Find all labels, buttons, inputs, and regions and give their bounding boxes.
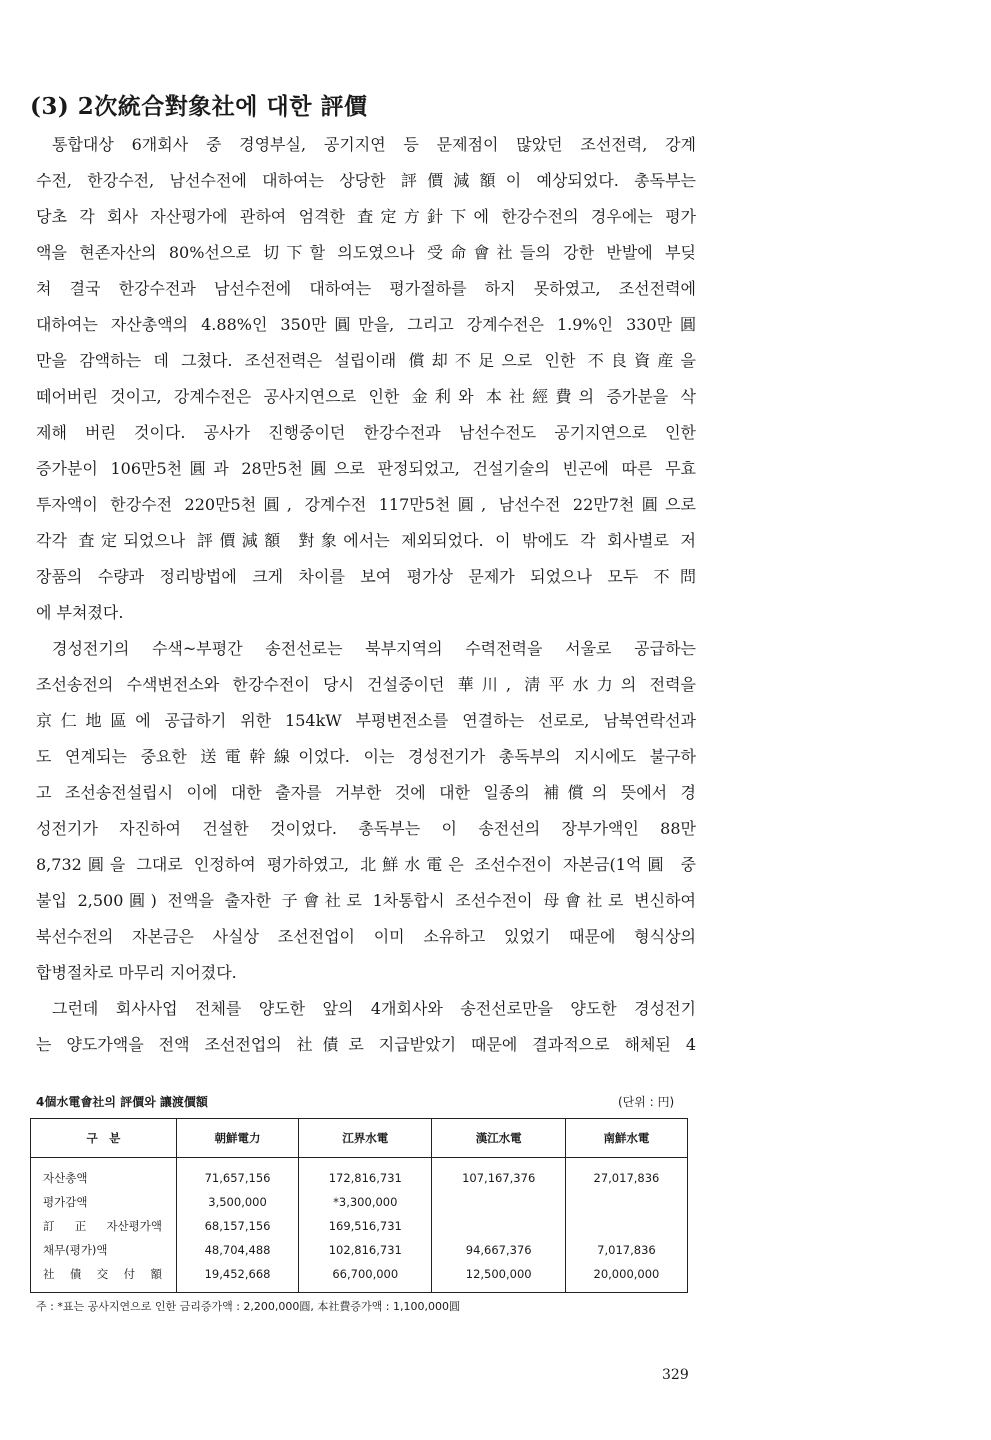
- paragraph-3: [36, 991, 696, 1063]
- text-line: 京仁地區에 공급하기 위한 154kW 부평변전소를 연결하는 선로로, 남북연락선과: [36, 711, 696, 730]
- table-row: [31, 1262, 688, 1293]
- text-line: 당초 각 회사 자산평가에 관하여 엄격한 査定方針下에 한강수전의 경우에는 평가: [36, 207, 696, 226]
- paragraph-1: [36, 127, 696, 631]
- table-cell: 19,452,668: [177, 1262, 299, 1293]
- table-cell: 66,700,000: [299, 1262, 432, 1293]
- table-cell: 20,000,000: [565, 1262, 687, 1293]
- table-row: [31, 1214, 688, 1238]
- row-label: 채무(평가)액: [43, 1243, 108, 1257]
- table-row: [31, 1190, 688, 1214]
- text-line: 고 조선송전설립시 이에 대한 출자를 거부한 것에 대한 일종의 補償의 뜻에서 경: [36, 783, 696, 802]
- text-line: 대하여는 자산총액의 4.88%인 350만圓만을, 그리고 강계수전은 1.9%인 330만圓: [36, 315, 696, 334]
- table-header-row: [31, 1119, 688, 1158]
- table-note: 주 : *표는 공사지연으로 인한 금리증가액 : 2,200,000圓, 本社費증가액 : 1,100,000圓: [36, 1300, 460, 1313]
- table-cell: [565, 1214, 687, 1238]
- text-line: 떼어버린 것이고, 강계수전은 공사지연으로 인한 金利와 本社經費의 증가분을 삭: [36, 387, 696, 406]
- table-cell: 169,516,731: [299, 1214, 432, 1238]
- text-line: 성전기가 자진하여 건설한 것이었다. 총독부는 이 송전선의 장부가액인 88만: [36, 819, 696, 838]
- table-cell: 68,157,156: [177, 1214, 299, 1238]
- text-line: 북선수전의 자본금은 사실상 조선전업이 이미 소유하고 있었기 때문에 형식상의: [36, 927, 696, 946]
- header-ganggye-hydro: 江界水電: [299, 1119, 432, 1158]
- text-line: 만을 감액하는 데 그쳤다. 조선전력은 설립이래 償却不足으로 인한 不良資産을: [36, 351, 696, 370]
- text-line: 불입 2,500圓) 전액을 출자한 子會社로 1차통합시 조선수전이 母會社로 변신하여: [36, 891, 696, 910]
- table-cell: [565, 1190, 687, 1214]
- text-line: 쳐 결국 한강수전과 남선수전에 대하여는 평가절하를 하지 못하였고, 조선전력에: [36, 279, 696, 298]
- header-hangang-hydro: 漢江水電: [432, 1119, 565, 1158]
- section-heading: (3) 2次統合對象社에 대한 評價: [30, 93, 368, 120]
- table-cell: 7,017,836: [565, 1238, 687, 1262]
- text-line: 장품의 수량과 정리방법에 크게 차이를 보여 평가상 문제가 되었으나 모두 不問: [36, 567, 696, 586]
- text-line: 경성전기의 수색~부평간 송전선로는 북부지역의 수력전력을 서울로 공급하는: [52, 639, 696, 658]
- table-cell: 107,167,376: [432, 1158, 565, 1191]
- text-line: 조선송전의 수색변전소와 한강수전이 당시 건설중이던 華川, 淸平水力의 전력을: [36, 675, 696, 694]
- table-cell: *3,300,000: [299, 1190, 432, 1214]
- row-label: 社債交付額: [43, 1267, 162, 1281]
- table-cell: [432, 1190, 565, 1214]
- text-line: 액을 현존자산의 80%선으로 切下할 의도였으나 受命會社들의 강한 반발에 부딪: [36, 243, 696, 262]
- header-category: 구 분: [31, 1119, 177, 1158]
- table-cell: 3,500,000: [177, 1190, 299, 1214]
- table-row: [31, 1238, 688, 1262]
- table-cell: [432, 1214, 565, 1238]
- header-namseon-hydro: 南鮮水電: [565, 1119, 687, 1158]
- valuation-table: [30, 1118, 688, 1293]
- header-joseon-power: 朝鮮電力: [177, 1119, 299, 1158]
- paragraph-2: [36, 631, 696, 991]
- table-cell: 71,657,156: [177, 1158, 299, 1191]
- table-cell: 12,500,000: [432, 1262, 565, 1293]
- text-line: 제해 버린 것이다. 공사가 진행중이던 한강수전과 남선수전도 공기지연으로 인한: [36, 423, 696, 442]
- text-line: 수전, 한강수전, 남선수전에 대하여는 상당한 評價減額이 예상되었다. 총독부는: [36, 171, 696, 190]
- text-line: 증가분이 106만5천圓과 28만5천圓으로 판정되었고, 건설기술의 빈곤에 따른 무효: [36, 459, 696, 478]
- text-line: 도 연계되는 중요한 送電幹線이었다. 이는 경성전기가 총독부의 지시에도 불구하: [36, 747, 696, 766]
- text-line: 통합대상 6개회사 중 경영부실, 공기지연 등 문제점이 많았던 조선전력, 강계: [52, 135, 696, 154]
- row-label: 訂正자산평가액: [43, 1219, 162, 1233]
- table-cell: 48,704,488: [177, 1238, 299, 1262]
- row-label: 평가감액: [43, 1195, 88, 1209]
- text-line: 투자액이 한강수전 220만5천圓, 강계수전 117만5천圓, 남선수전 22만7천圓으로: [36, 495, 696, 514]
- table-cell: 27,017,836: [565, 1158, 687, 1191]
- text-line: 각각 査定되었으나 評價減額 對象에서는 제외되었다. 이 밖에도 각 회사별로 저: [36, 531, 696, 550]
- text-line: 에 부쳐졌다.: [36, 603, 124, 622]
- text-line: 8,732圓을 그대로 인정하여 평가하였고, 北鮮水電은 조선수전이 자본금(1억圓 중: [36, 855, 696, 874]
- text-line: 그런데 회사사업 전체를 양도한 앞의 4개회사와 송전선로만을 양도한 경성전기: [52, 999, 696, 1018]
- table-title: 4個水電會社의 評價와 讓渡價額: [36, 1095, 208, 1109]
- text-line: 합병절차로 마무리 지어졌다.: [36, 963, 237, 982]
- table-unit: (단위 : 円): [618, 1095, 675, 1109]
- table-cell: 94,667,376: [432, 1238, 565, 1262]
- text-line: 는 양도가액을 전액 조선전업의 社債로 지급받았기 때문에 결과적으로 해체된 4: [36, 1035, 696, 1054]
- table-cell: 102,816,731: [299, 1238, 432, 1262]
- page-number: 329: [662, 1367, 689, 1383]
- table-row: [31, 1158, 688, 1191]
- row-label: 자산총액: [43, 1171, 88, 1185]
- table-cell: 172,816,731: [299, 1158, 432, 1191]
